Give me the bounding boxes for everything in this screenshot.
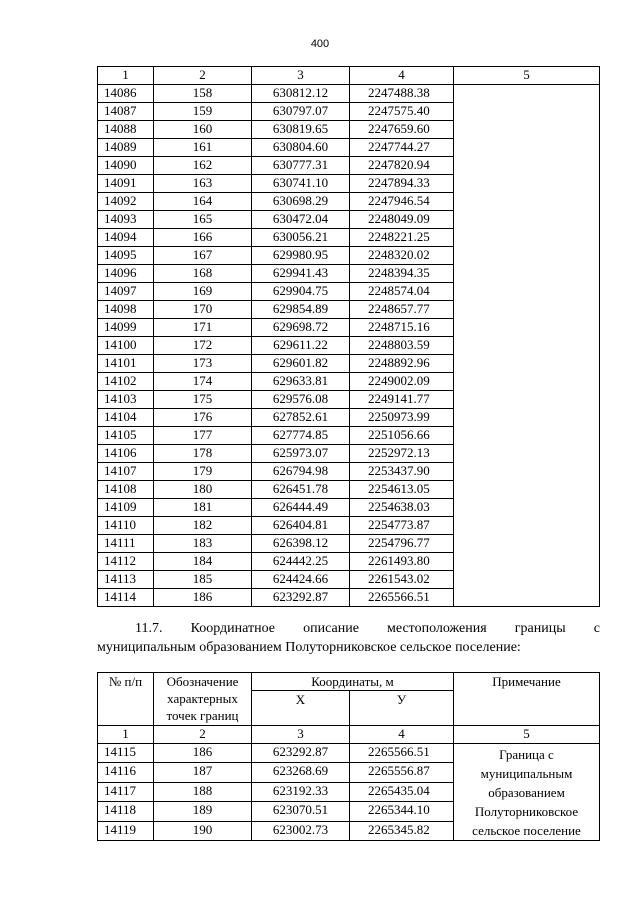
point-designation: 175	[154, 391, 252, 409]
point-designation: 166	[154, 229, 252, 247]
coordinate-y: 2248657.77	[350, 301, 454, 319]
coordinate-x: 625973.07	[252, 445, 350, 463]
coordinate-x: 630472.04	[252, 211, 350, 229]
section-heading-word: границы	[514, 621, 566, 636]
point-designation: 172	[154, 337, 252, 355]
point-number: 14090	[98, 157, 154, 175]
coordinate-y: 2250973.99	[350, 409, 454, 427]
coordinate-x: 624442.25	[252, 553, 350, 571]
header-x: Х	[252, 691, 350, 726]
point-designation: 189	[154, 802, 252, 821]
coordinates-table-continued	[97, 66, 600, 607]
boundary-coordinates-table	[97, 672, 600, 841]
point-designation: 167	[154, 247, 252, 265]
point-designation: 188	[154, 782, 252, 801]
point-number: 14112	[98, 553, 154, 571]
coordinate-y: 2248320.02	[350, 247, 454, 265]
point-designation: 179	[154, 463, 252, 481]
point-designation: 165	[154, 211, 252, 229]
coordinate-y: 2248574.04	[350, 283, 454, 301]
coordinate-x: 629904.75	[252, 283, 350, 301]
table-row	[98, 744, 600, 763]
column-number-3: 3	[252, 67, 350, 85]
coordinate-y: 2247659.60	[350, 121, 454, 139]
coordinate-x: 630741.10	[252, 175, 350, 193]
point-number: 14100	[98, 337, 154, 355]
coordinate-x: 626794.98	[252, 463, 350, 481]
coordinate-y: 2247575.40	[350, 103, 454, 121]
point-designation: 173	[154, 355, 252, 373]
coordinate-x: 626398.12	[252, 535, 350, 553]
point-number: 14104	[98, 409, 154, 427]
coordinate-y: 2254638.03	[350, 499, 454, 517]
coordinate-y: 2249002.09	[350, 373, 454, 391]
coordinate-y: 2248715.16	[350, 319, 454, 337]
point-number: 14086	[98, 85, 154, 103]
section-heading-word: местоположения	[387, 621, 487, 636]
coordinate-x: 623292.87	[252, 589, 350, 607]
point-number: 14092	[98, 193, 154, 211]
point-number: 14089	[98, 139, 154, 157]
coordinate-y: 2254796.77	[350, 535, 454, 553]
section-heading	[97, 619, 600, 657]
coordinate-x: 630804.60	[252, 139, 350, 157]
header-coordinates: Координаты, м	[252, 673, 454, 691]
coordinate-y: 2254613.05	[350, 481, 454, 499]
point-designation: 169	[154, 283, 252, 301]
point-number: 14113	[98, 571, 154, 589]
table-row	[98, 85, 600, 103]
column-number-5: 5	[454, 726, 600, 744]
point-designation: 178	[154, 445, 252, 463]
column-number-1: 1	[98, 726, 154, 744]
table-column-number-row	[98, 726, 600, 744]
coordinate-x: 623292.87	[252, 744, 350, 763]
point-number: 14106	[98, 445, 154, 463]
coordinate-y: 2265566.51	[350, 744, 454, 763]
coordinate-y: 2248394.35	[350, 265, 454, 283]
coordinate-x: 630698.29	[252, 193, 350, 211]
column-number-2: 2	[154, 67, 252, 85]
point-designation: 161	[154, 139, 252, 157]
column-number-2: 2	[154, 726, 252, 744]
point-designation: 170	[154, 301, 252, 319]
point-number: 14109	[98, 499, 154, 517]
coordinate-x: 630777.31	[252, 157, 350, 175]
coordinate-y: 2248803.59	[350, 337, 454, 355]
point-designation: 181	[154, 499, 252, 517]
section-heading-line-2: муниципальным образованием Полуторниковское сельское поселение:	[97, 640, 521, 655]
column-number-1: 1	[98, 67, 154, 85]
point-designation: 162	[154, 157, 252, 175]
point-number: 14111	[98, 535, 154, 553]
point-number: 14110	[98, 517, 154, 535]
point-number: 14114	[98, 589, 154, 607]
coordinate-y: 2265435.04	[350, 782, 454, 801]
coordinate-y: 2247488.38	[350, 85, 454, 103]
header-number: № п/п	[98, 673, 154, 726]
point-number: 14107	[98, 463, 154, 481]
coordinate-y: 2251056.66	[350, 427, 454, 445]
header-note: Примечание	[454, 673, 600, 726]
coordinate-x: 629698.72	[252, 319, 350, 337]
section-heading-word: Координатное	[190, 621, 276, 636]
point-designation: 184	[154, 553, 252, 571]
coordinate-y: 2248221.25	[350, 229, 454, 247]
coordinate-x: 629941.43	[252, 265, 350, 283]
coordinate-y: 2265344.10	[350, 802, 454, 821]
point-number: 14115	[98, 744, 154, 763]
point-number: 14099	[98, 319, 154, 337]
coordinate-y: 2247820.94	[350, 157, 454, 175]
coordinate-x: 630819.65	[252, 121, 350, 139]
coordinate-x: 630056.21	[252, 229, 350, 247]
column-number-4: 4	[350, 67, 454, 85]
point-designation: 158	[154, 85, 252, 103]
point-designation: 163	[154, 175, 252, 193]
column-number-4: 4	[350, 726, 454, 744]
coordinate-y: 2247946.54	[350, 193, 454, 211]
point-number: 14094	[98, 229, 154, 247]
point-designation: 160	[154, 121, 252, 139]
coordinate-x: 626404.81	[252, 517, 350, 535]
point-number: 14101	[98, 355, 154, 373]
point-designation: 171	[154, 319, 252, 337]
point-number: 14091	[98, 175, 154, 193]
coordinate-x: 629601.82	[252, 355, 350, 373]
coordinate-x: 623192.33	[252, 782, 350, 801]
point-designation: 186	[154, 589, 252, 607]
point-number: 14096	[98, 265, 154, 283]
note-cell: Граница с муниципальным образованием Полуторниковское сельское поселение	[454, 744, 600, 841]
table-header-row	[98, 67, 600, 85]
point-number: 14093	[98, 211, 154, 229]
coordinate-x: 629576.08	[252, 391, 350, 409]
coordinate-x: 630797.07	[252, 103, 350, 121]
section-heading-word: с	[593, 621, 600, 636]
point-designation: 180	[154, 481, 252, 499]
coordinate-y: 2265566.51	[350, 589, 454, 607]
point-designation: 187	[154, 763, 252, 782]
header-y: У	[350, 691, 454, 726]
column-number-5: 5	[454, 67, 600, 85]
point-number: 14095	[98, 247, 154, 265]
section-heading-line-1	[97, 619, 600, 638]
point-number: 14105	[98, 427, 154, 445]
point-number: 14103	[98, 391, 154, 409]
table-header-row	[98, 673, 600, 691]
coordinate-x: 629854.89	[252, 301, 350, 319]
coordinate-y: 2252972.13	[350, 445, 454, 463]
point-number: 14098	[98, 301, 154, 319]
point-number: 14087	[98, 103, 154, 121]
point-designation: 183	[154, 535, 252, 553]
point-designation: 164	[154, 193, 252, 211]
coordinate-y: 2248049.09	[350, 211, 454, 229]
coordinate-x: 627852.61	[252, 409, 350, 427]
point-number: 14116	[98, 763, 154, 782]
point-number: 14097	[98, 283, 154, 301]
coordinate-y: 2261493.80	[350, 553, 454, 571]
coordinate-y: 2253437.90	[350, 463, 454, 481]
point-designation: 182	[154, 517, 252, 535]
point-designation: 174	[154, 373, 252, 391]
page-number: 400	[310, 38, 330, 50]
note-cell	[454, 85, 600, 607]
point-designation: 185	[154, 571, 252, 589]
coordinate-x: 626444.49	[252, 499, 350, 517]
column-number-3: 3	[252, 726, 350, 744]
point-designation: 168	[154, 265, 252, 283]
point-number: 14102	[98, 373, 154, 391]
header-designation: Обозначение характерных точек границ	[154, 673, 252, 726]
coordinate-x: 623002.73	[252, 821, 350, 840]
point-number: 14108	[98, 481, 154, 499]
coordinate-y: 2247894.33	[350, 175, 454, 193]
coordinate-x: 624424.66	[252, 571, 350, 589]
coordinate-x: 627774.85	[252, 427, 350, 445]
coordinate-y: 2247744.27	[350, 139, 454, 157]
coordinate-x: 623070.51	[252, 802, 350, 821]
coordinate-y: 2254773.87	[350, 517, 454, 535]
point-designation: 159	[154, 103, 252, 121]
section-heading-word: описание	[303, 621, 359, 636]
coordinate-x: 623268.69	[252, 763, 350, 782]
coordinate-y: 2265556.87	[350, 763, 454, 782]
point-designation: 190	[154, 821, 252, 840]
coordinate-y: 2249141.77	[350, 391, 454, 409]
coordinate-x: 629633.81	[252, 373, 350, 391]
point-number: 14119	[98, 821, 154, 840]
point-designation: 176	[154, 409, 252, 427]
point-number: 14088	[98, 121, 154, 139]
coordinate-x: 629611.22	[252, 337, 350, 355]
point-number: 14118	[98, 802, 154, 821]
section-number: 11.7.	[135, 621, 163, 636]
point-number: 14117	[98, 782, 154, 801]
coordinate-y: 2261543.02	[350, 571, 454, 589]
coordinate-x: 629980.95	[252, 247, 350, 265]
coordinate-y: 2248892.96	[350, 355, 454, 373]
coordinate-x: 630812.12	[252, 85, 350, 103]
point-designation: 177	[154, 427, 252, 445]
point-designation: 186	[154, 744, 252, 763]
coordinate-x: 626451.78	[252, 481, 350, 499]
coordinate-y: 2265345.82	[350, 821, 454, 840]
